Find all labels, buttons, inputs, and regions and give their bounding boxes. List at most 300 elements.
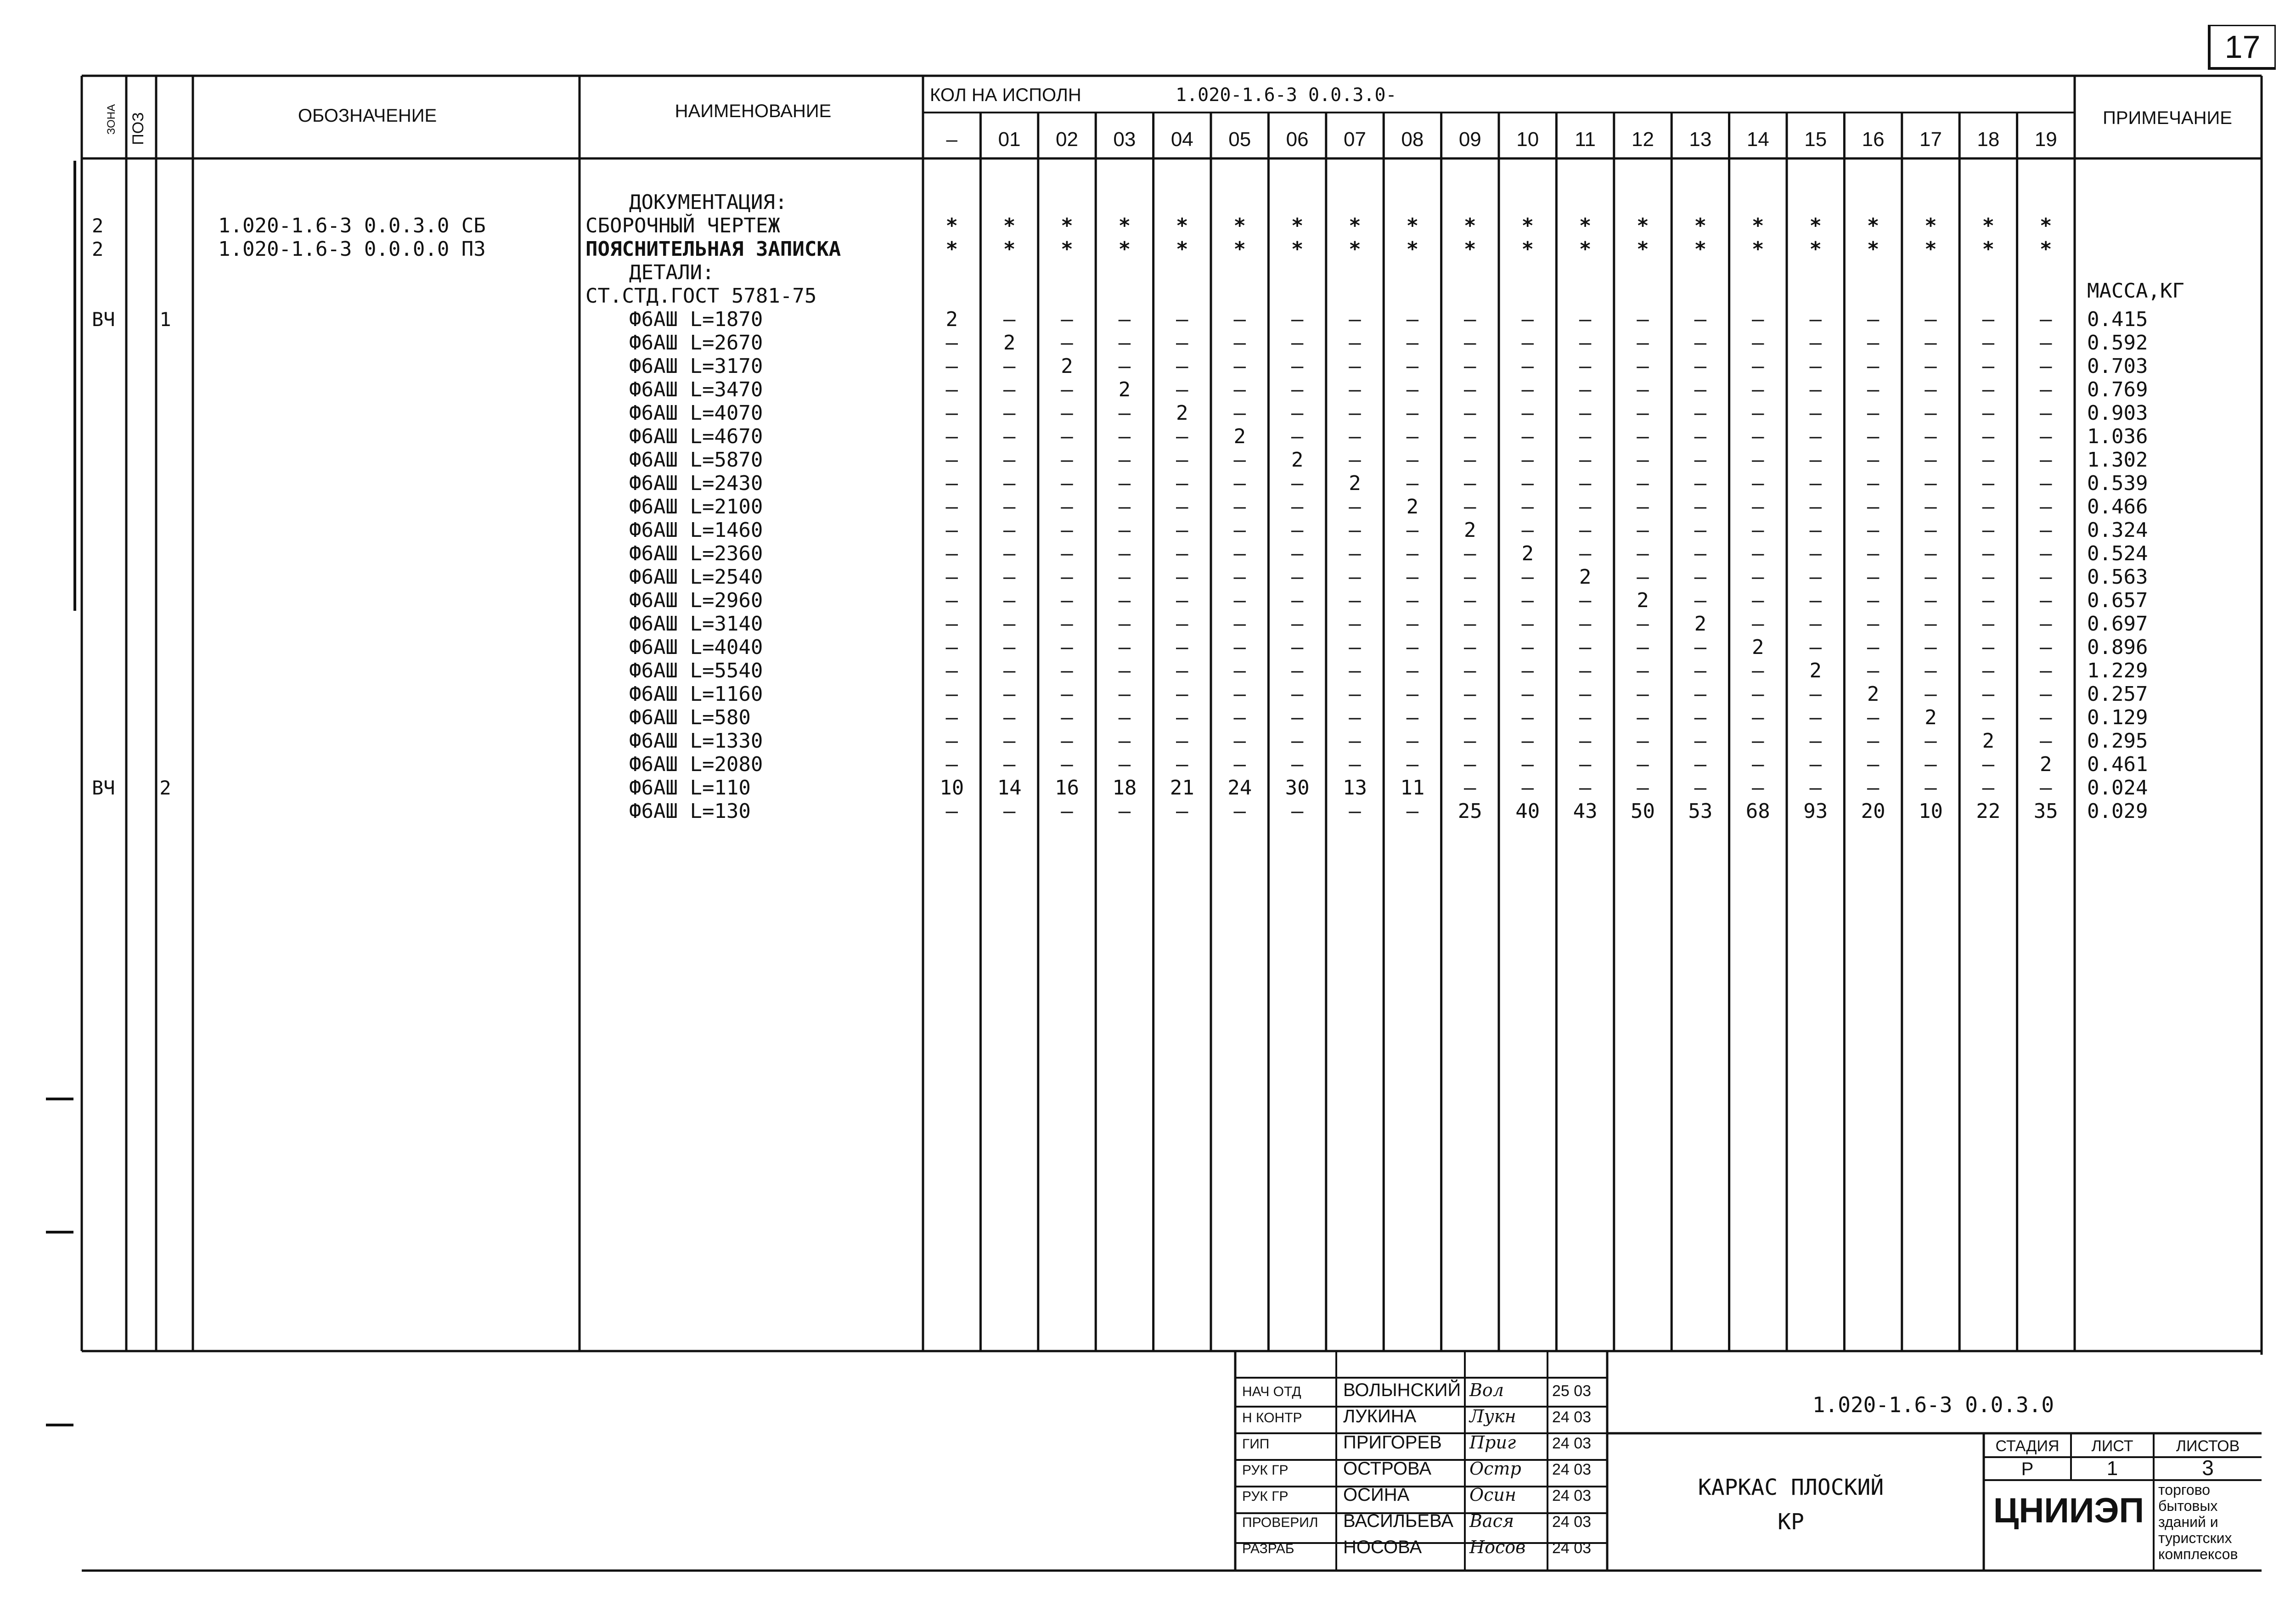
qty-cell: –	[1809, 565, 1822, 589]
qty-cell: –	[1291, 495, 1304, 518]
variant-header: 19	[2034, 128, 2057, 151]
qty-cell: –	[1982, 753, 1995, 776]
qty-cell: –	[1867, 308, 1880, 331]
qty-cell: –	[1176, 495, 1188, 518]
qty-cell: –	[1003, 425, 1016, 448]
qty-cell: –	[1867, 753, 1880, 776]
qty-cell: –	[1176, 589, 1188, 612]
qty-cell: –	[1464, 495, 1476, 518]
qty-cell: –	[1521, 518, 1534, 542]
qty-cell: –	[1291, 729, 1304, 753]
qty-cell: –	[1579, 448, 1592, 472]
qty-cell: –	[1809, 682, 1822, 706]
qty-cell: –	[1291, 659, 1304, 682]
qty-cell: –	[945, 495, 958, 518]
qty-cell: –	[1752, 495, 1764, 518]
role-label: Н КОНТР	[1242, 1410, 1302, 1425]
qty-cell: –	[1118, 542, 1131, 565]
qty-cell: –	[1349, 331, 1361, 355]
qty-cell: –	[1061, 308, 1073, 331]
qty-cell: –	[1061, 659, 1073, 682]
qty-cell: –	[1406, 472, 1419, 495]
row-designation: 1.020-1.6-3 0.0.0.0 ПЗ	[218, 237, 486, 261]
qty-cell: –	[1637, 636, 1649, 659]
qty-cell: –	[1694, 518, 1707, 542]
variant-header: 01	[998, 128, 1021, 151]
qty-cell: –	[1061, 589, 1073, 612]
qty-cell: –	[1176, 706, 1188, 729]
row-format: 2	[92, 238, 104, 260]
qty-cell: –	[1233, 448, 1246, 472]
qty-cell: –	[1809, 776, 1822, 800]
qty-cell: –	[1349, 800, 1361, 823]
qty-cell: –	[1176, 800, 1188, 823]
qty-cell: –	[1637, 308, 1649, 331]
qty-cell: –	[1233, 682, 1246, 706]
qty-cell: –	[1809, 753, 1822, 776]
qty-cell: –	[1925, 425, 1937, 448]
qty-cell: –	[1349, 518, 1361, 542]
qty-cell: –	[1752, 401, 1764, 425]
qty-cell: 22	[1976, 800, 2001, 823]
qty-cell: –	[1521, 425, 1534, 448]
qty-cell: –	[1118, 800, 1131, 823]
qty-cell: –	[1003, 612, 1016, 636]
qty-cell: –	[1176, 612, 1188, 636]
row-note: 0.129	[2087, 706, 2148, 729]
qty-cell: –	[1521, 472, 1534, 495]
row-name: Ф6АШ L=3140	[629, 612, 763, 636]
qty-cell: –	[1867, 706, 1880, 729]
qty-cell: –	[1867, 331, 1880, 355]
qty-cell: –	[1579, 776, 1592, 800]
qty-cell: –	[1579, 636, 1592, 659]
qty-cell: –	[1579, 308, 1592, 331]
qty-cell: –	[2040, 495, 2052, 518]
qty-cell: 2	[1579, 565, 1592, 589]
variant-header: 03	[1113, 128, 1136, 151]
qty-cell: –	[1233, 589, 1246, 612]
row-note: 0.896	[2087, 636, 2148, 659]
qty-cell: –	[1464, 378, 1476, 401]
qty-cell: –	[1521, 682, 1534, 706]
qty-cell: –	[1406, 800, 1419, 823]
sign-date: 24 03	[1552, 1408, 1592, 1426]
qty-cell: –	[1982, 706, 1995, 729]
qty-cell: –	[1176, 355, 1188, 378]
row-note: 0.029	[2087, 800, 2148, 823]
role-label: РАЗРАБ	[1242, 1541, 1294, 1556]
qty-cell: –	[2040, 331, 2052, 355]
qty-cell: –	[1061, 518, 1073, 542]
signature: Носов	[1469, 1537, 1526, 1557]
qty-cell: –	[1464, 729, 1476, 753]
qty-cell: –	[1233, 331, 1246, 355]
variant-header: 04	[1171, 128, 1193, 151]
qty-cell: –	[1003, 472, 1016, 495]
qty-cell: *	[1925, 237, 1937, 261]
row-format: ВЧ	[92, 777, 115, 799]
qty-cell: –	[1694, 378, 1707, 401]
row-note: 0.657	[2087, 589, 2148, 612]
qty-cell: –	[1521, 331, 1534, 355]
qty-cell: 43	[1573, 800, 1598, 823]
qty-cell: –	[1003, 729, 1016, 753]
qty-cell: –	[1406, 331, 1419, 355]
qty-cell: –	[1925, 589, 1937, 612]
row-note: МАССА,КГ	[2087, 279, 2184, 303]
sheet-value: 1	[2106, 1457, 2118, 1480]
row-note: 0.592	[2087, 331, 2148, 355]
qty-cell: –	[1752, 518, 1764, 542]
qty-cell: –	[1982, 378, 1995, 401]
qty-cell: 14	[997, 776, 1022, 800]
qty-cell: 2	[1752, 636, 1764, 659]
qty-cell: –	[1925, 753, 1937, 776]
qty-cell: –	[1233, 518, 1246, 542]
qty-cell: –	[1637, 682, 1649, 706]
qty-cell: –	[1061, 425, 1073, 448]
qty-cell: –	[1637, 518, 1649, 542]
qty-cell: –	[1349, 542, 1361, 565]
qty-cell: –	[1809, 636, 1822, 659]
qty-cell: –	[1809, 308, 1822, 331]
signature: Лукн	[1469, 1406, 1516, 1426]
qty-cell: –	[1464, 612, 1476, 636]
qty-cell: –	[1752, 308, 1764, 331]
qty-cell: *	[1233, 237, 1246, 261]
qty-cell: *	[1809, 214, 1822, 237]
qty-cell: –	[1118, 495, 1131, 518]
qty-cell: –	[1637, 425, 1649, 448]
row-name: Ф6АШ L=2670	[629, 331, 763, 355]
row-name: ДЕТАЛИ:	[629, 261, 715, 284]
qty-cell: –	[2040, 659, 2052, 682]
qty-cell: –	[1233, 800, 1246, 823]
qty-cell: 2	[2040, 753, 2052, 776]
qty-cell: –	[945, 401, 958, 425]
qty-cell: –	[2040, 589, 2052, 612]
qty-cell: –	[1061, 565, 1073, 589]
qty-cell: –	[1982, 636, 1995, 659]
row-name: Ф6АШ L=4670	[629, 425, 763, 448]
qty-cell: –	[1982, 589, 1995, 612]
row-name: ПОЯСНИТЕЛЬНАЯ ЗАПИСКА	[585, 237, 841, 261]
qty-cell: –	[1925, 659, 1937, 682]
qty-cell: 20	[1861, 800, 1885, 823]
qty-cell: –	[1291, 682, 1304, 706]
header-format: ЗОНА	[105, 104, 118, 135]
qty-cell: 2	[1118, 378, 1131, 401]
qty-cell: –	[1003, 753, 1016, 776]
qty-cell: –	[1176, 565, 1188, 589]
qty-cell: –	[1579, 472, 1592, 495]
qty-cell: –	[1291, 331, 1304, 355]
role-label: РУК ГР	[1242, 1489, 1289, 1504]
org-subtitle: бытовых	[2158, 1498, 2218, 1514]
qty-cell: –	[1809, 425, 1822, 448]
qty-cell: –	[1464, 776, 1476, 800]
qty-cell: –	[1694, 589, 1707, 612]
variant-header: 07	[1344, 128, 1366, 151]
qty-cell: –	[1637, 378, 1649, 401]
qty-cell: *	[1176, 237, 1188, 261]
qty-cell: –	[1464, 472, 1476, 495]
qty-cell: –	[2040, 636, 2052, 659]
qty-cell: –	[1003, 800, 1016, 823]
qty-cell: –	[1291, 706, 1304, 729]
sheets-label: ЛИСТОВ	[2176, 1437, 2240, 1455]
qty-cell: –	[1349, 612, 1361, 636]
qty-cell: –	[1925, 729, 1937, 753]
qty-cell: –	[1003, 378, 1016, 401]
qty-cell: *	[1867, 237, 1880, 261]
qty-cell: –	[945, 518, 958, 542]
person-name: ОСИНА	[1343, 1485, 1410, 1505]
qty-cell: –	[1464, 331, 1476, 355]
role-label: ГИП	[1242, 1436, 1270, 1452]
qty-cell: –	[1061, 682, 1073, 706]
qty-cell: –	[1233, 753, 1246, 776]
qty-cell: *	[1061, 237, 1073, 261]
qty-cell: –	[1003, 355, 1016, 378]
qty-cell: *	[1694, 237, 1707, 261]
qty-cell: *	[1406, 214, 1419, 237]
row-name: Ф6АШ L=3470	[629, 378, 763, 401]
qty-cell: –	[1809, 542, 1822, 565]
qty-cell: –	[1003, 448, 1016, 472]
qty-cell: *	[1291, 237, 1304, 261]
qty-cell: –	[1464, 308, 1476, 331]
person-name: ПРИГОРЕВ	[1343, 1432, 1442, 1453]
qty-cell: –	[1521, 448, 1534, 472]
qty-cell: –	[1003, 682, 1016, 706]
qty-cell: –	[1809, 612, 1822, 636]
org-subtitle: торгово	[2158, 1481, 2211, 1498]
row-note: 0.524	[2087, 542, 2148, 565]
qty-cell: –	[945, 636, 958, 659]
row-name: Ф6АШ L=1870	[629, 308, 763, 331]
signature: Приг	[1469, 1432, 1516, 1453]
qty-cell: *	[1579, 214, 1592, 237]
qty-cell: –	[1867, 612, 1880, 636]
qty-cell: –	[1003, 308, 1016, 331]
qty-cell: –	[1061, 378, 1073, 401]
row-note: 0.563	[2087, 565, 2148, 589]
qty-cell: –	[1637, 565, 1649, 589]
qty-cell: –	[1464, 355, 1476, 378]
qty-cell: –	[1349, 636, 1361, 659]
qty-cell: –	[1233, 495, 1246, 518]
qty-cell: –	[1233, 612, 1246, 636]
qty-cell: 2	[1291, 448, 1304, 472]
qty-cell: –	[1176, 682, 1188, 706]
qty-cell: *	[1406, 237, 1419, 261]
qty-cell: –	[1233, 659, 1246, 682]
qty-cell: –	[1579, 495, 1592, 518]
sheets-value: 3	[2202, 1456, 2214, 1480]
qty-cell: –	[1349, 355, 1361, 378]
qty-cell: 30	[1285, 776, 1310, 800]
qty-cell: –	[1925, 542, 1937, 565]
qty-cell: –	[1233, 565, 1246, 589]
sign-date: 24 03	[1552, 1539, 1592, 1557]
qty-cell: –	[1752, 612, 1764, 636]
stage-value: Р	[2021, 1459, 2034, 1479]
row-name: Ф6АШ L=2360	[629, 542, 763, 565]
qty-cell: *	[1349, 214, 1361, 237]
qty-cell: –	[1061, 448, 1073, 472]
qty-cell: –	[1464, 636, 1476, 659]
row-name: Ф6АШ L=4040	[629, 636, 763, 659]
qty-cell: –	[1118, 753, 1131, 776]
qty-cell: –	[1349, 589, 1361, 612]
binding-mark	[46, 1231, 73, 1234]
qty-cell: 2	[1406, 495, 1419, 518]
qty-cell: –	[1694, 542, 1707, 565]
qty-cell: 2	[1176, 401, 1188, 425]
qty-cell: –	[1176, 729, 1188, 753]
header-name: НАИМЕНОВАНИЕ	[675, 101, 832, 121]
qty-cell: –	[1752, 425, 1764, 448]
qty-cell: –	[1406, 518, 1419, 542]
variant-header: 13	[1689, 128, 1712, 151]
row-name: СБОРОЧНЫЙ ЧЕРТЕЖ	[585, 214, 780, 237]
qty-cell: –	[1349, 401, 1361, 425]
qty-cell: –	[1233, 355, 1246, 378]
qty-cell: –	[1752, 682, 1764, 706]
qty-cell: 2	[1809, 659, 1822, 682]
qty-cell: –	[1637, 355, 1649, 378]
qty-cell: –	[1406, 659, 1419, 682]
row-note: 0.295	[2087, 729, 2148, 753]
qty-cell: –	[1521, 706, 1534, 729]
qty-cell: –	[1694, 753, 1707, 776]
variant-header: 18	[1977, 128, 2000, 151]
qty-cell: –	[1982, 682, 1995, 706]
qty-cell: –	[1694, 682, 1707, 706]
header-note: ПРИМЕЧАНИЕ	[2103, 108, 2232, 128]
qty-cell: –	[1867, 636, 1880, 659]
doc-code: 1.020-1.6-3 0.0.3.0	[1812, 1392, 2054, 1417]
qty-cell: –	[1464, 682, 1476, 706]
binding-mark	[46, 1098, 73, 1100]
qty-cell: –	[1406, 542, 1419, 565]
qty-cell: –	[945, 706, 958, 729]
sign-date: 24 03	[1552, 1461, 1592, 1478]
qty-cell: –	[2040, 378, 2052, 401]
qty-cell: –	[1003, 565, 1016, 589]
signature: Вол	[1469, 1380, 1504, 1400]
qty-cell: –	[1003, 495, 1016, 518]
qty-cell: –	[1464, 401, 1476, 425]
qty-cell: –	[1521, 753, 1534, 776]
qty-cell: –	[1176, 472, 1188, 495]
qty-cell: –	[1464, 565, 1476, 589]
qty-cell: 40	[1515, 800, 1540, 823]
qty-cell: –	[1349, 659, 1361, 682]
qty-cell: –	[1809, 378, 1822, 401]
qty-cell: –	[1003, 542, 1016, 565]
qty-cell: –	[1291, 518, 1304, 542]
qty-cell: –	[2040, 565, 2052, 589]
qty-cell: –	[1176, 448, 1188, 472]
qty-cell: –	[1694, 355, 1707, 378]
qty-cell: 2	[1925, 706, 1937, 729]
qty-cell: –	[1982, 331, 1995, 355]
qty-cell: –	[945, 682, 958, 706]
qty-cell: –	[1406, 589, 1419, 612]
qty-cell: –	[1982, 776, 1995, 800]
qty-cell: –	[945, 589, 958, 612]
qty-cell: –	[1464, 659, 1476, 682]
qty-cell: –	[1867, 378, 1880, 401]
qty-cell: –	[1925, 518, 1937, 542]
row-designation: 1.020-1.6-3 0.0.3.0 СБ	[218, 214, 486, 237]
qty-cell: –	[1003, 518, 1016, 542]
row-name: Ф6АШ L=2960	[629, 589, 763, 612]
qty-cell: –	[1579, 542, 1592, 565]
sign-date: 25 03	[1552, 1382, 1592, 1400]
qty-cell: –	[1233, 729, 1246, 753]
qty-cell: –	[1233, 706, 1246, 729]
qty-cell: 13	[1343, 776, 1367, 800]
qty-cell: –	[2040, 729, 2052, 753]
qty-cell: –	[1925, 401, 1937, 425]
qty-cell: *	[2040, 214, 2052, 237]
qty-cell: –	[1349, 495, 1361, 518]
row-name: Ф6АШ L=2100	[629, 495, 763, 518]
qty-cell: –	[1982, 659, 1995, 682]
qty-cell: –	[1118, 308, 1131, 331]
qty-cell: –	[1925, 776, 1937, 800]
row-name: Ф6АШ L=1460	[629, 518, 763, 542]
qty-cell: 68	[1745, 800, 1770, 823]
header-designation: ОБОЗНАЧЕНИЕ	[298, 106, 437, 126]
qty-cell: –	[1291, 401, 1304, 425]
qty-cell: –	[1982, 425, 1995, 448]
qty-cell: –	[1925, 565, 1937, 589]
qty-cell: 16	[1055, 776, 1079, 800]
qty-cell: –	[945, 729, 958, 753]
qty-cell: –	[1925, 472, 1937, 495]
qty-cell: –	[1694, 401, 1707, 425]
org-name: ЦНИИЭП	[1993, 1491, 2144, 1530]
qty-cell: –	[1349, 308, 1361, 331]
row-name: Ф6АШ L=1160	[629, 682, 763, 706]
qty-cell: *	[1349, 237, 1361, 261]
qty-cell: –	[1176, 425, 1188, 448]
variant-header: 14	[1746, 128, 1769, 151]
qty-cell: *	[1867, 214, 1880, 237]
qty-cell: –	[1464, 589, 1476, 612]
qty-cell: –	[1406, 706, 1419, 729]
qty-cell: *	[1752, 214, 1764, 237]
qty-cell: –	[945, 542, 958, 565]
qty-cell: –	[1694, 706, 1707, 729]
qty-cell: –	[1925, 612, 1937, 636]
qty-cell: –	[1867, 401, 1880, 425]
qty-cell: –	[1003, 401, 1016, 425]
row-note: 0.697	[2087, 612, 2148, 636]
qty-cell: –	[1809, 331, 1822, 355]
qty-cell: –	[1925, 331, 1937, 355]
qty-cell: –	[1003, 589, 1016, 612]
qty-cell: *	[1003, 237, 1016, 261]
stage-label: СТАДИЯ	[1995, 1437, 2060, 1455]
qty-cell: –	[1118, 565, 1131, 589]
qty-cell: –	[1118, 612, 1131, 636]
